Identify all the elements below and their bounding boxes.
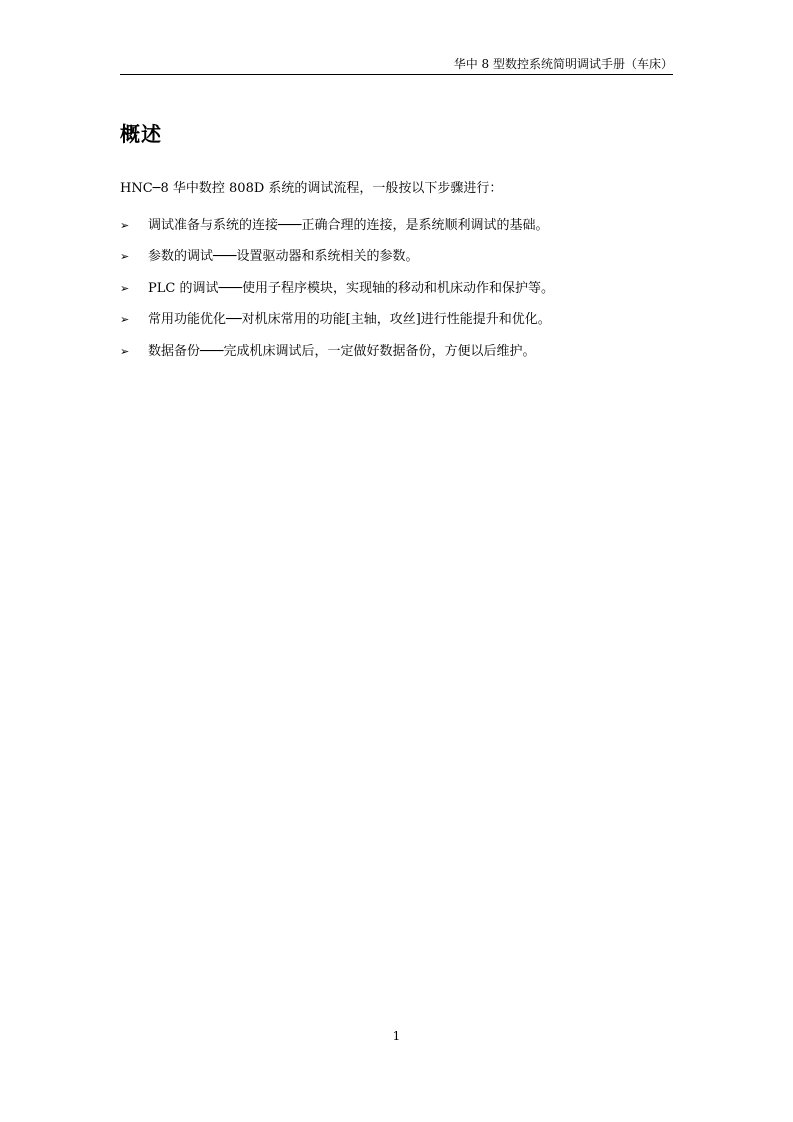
arrow-bullet-icon: ➢ [120, 313, 130, 327]
list-item [120, 210, 554, 242]
arrow-bullet-icon: ➢ [120, 344, 130, 358]
list-item-text: 常用功能优化──对机床常用的功能[主轴，攻丝]进行性能提升和优化。 [148, 312, 551, 328]
list-item [120, 305, 554, 337]
arrow-bullet-icon: ➢ [120, 281, 130, 295]
intro-paragraph: HNC─8 华中数控 808D 系统的调试流程，一般按以下步骤进行： [120, 181, 503, 196]
list-item-text: PLC 的调试───使用子程序模块，实现轴的移动和机床动作和保护等。 [148, 280, 554, 296]
arrow-bullet-icon: ➢ [120, 250, 130, 264]
list-item-text: 调试准备与系统的连接───正确合理的连接，是系统顺利调试的基础。 [148, 217, 549, 233]
header-rule [120, 74, 673, 75]
arrow-bullet-icon: ➢ [120, 218, 130, 232]
page-header: 华中 8 型数控系统简明调试手册（车床） [453, 57, 673, 71]
section-title: 概述 [120, 122, 162, 146]
page-number: 1 [392, 1029, 401, 1043]
list-item-text: 参数的调试───设置驱动器和系统相关的参数。 [148, 249, 419, 265]
list-item [120, 242, 554, 274]
step-list [120, 210, 554, 368]
list-item [120, 336, 554, 368]
list-item-text: 数据备份───完成机床调试后，一定做好数据备份，方便以后维护。 [148, 343, 536, 359]
list-item [120, 273, 554, 305]
